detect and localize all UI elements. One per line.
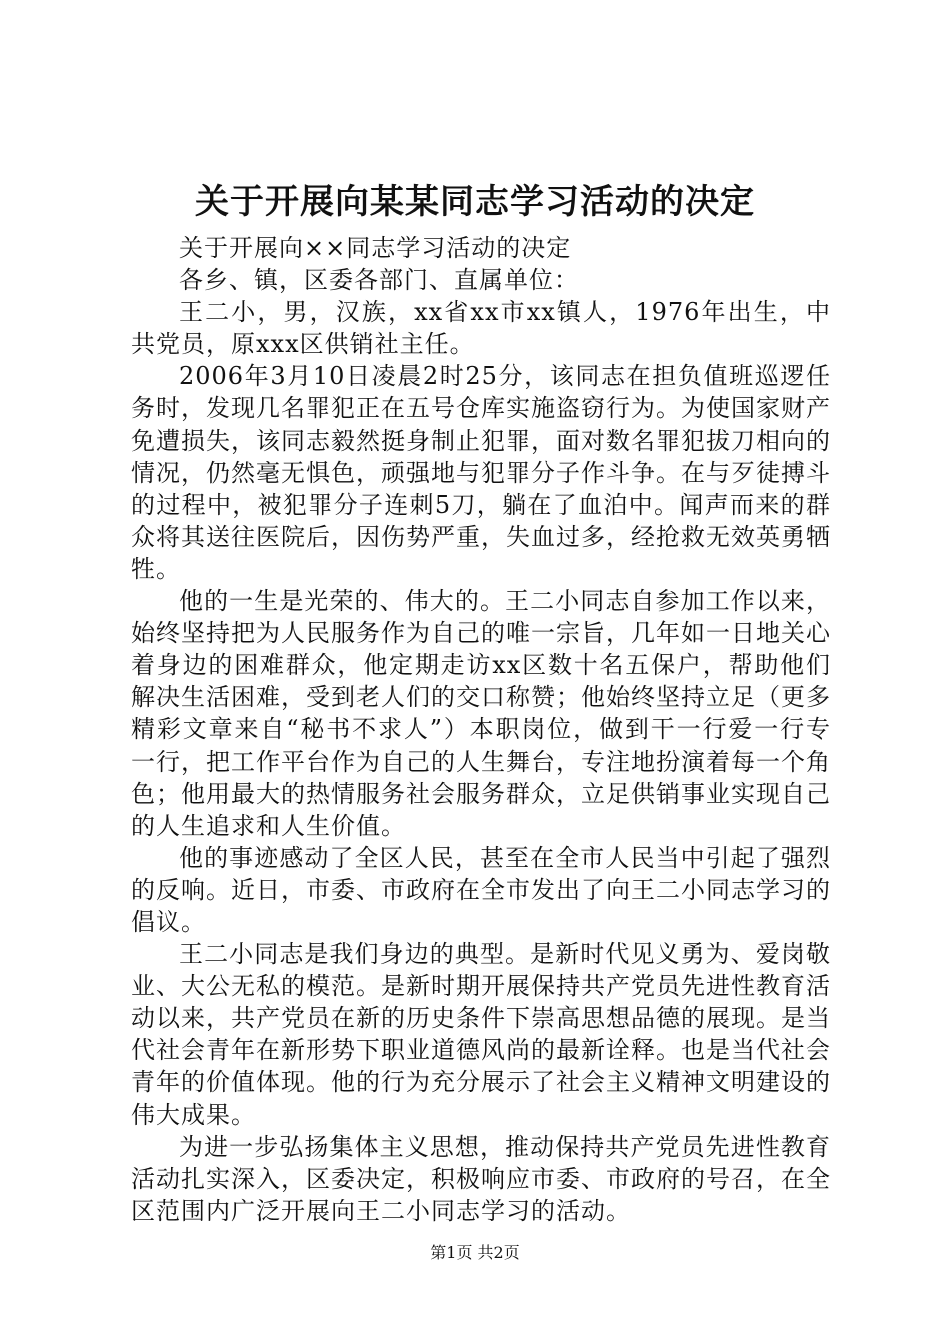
body-paragraph-subtitle: 关于开展向××同志学习活动的决定 — [179, 234, 572, 262]
document-body — [131, 232, 831, 1227]
body-paragraph-life: 他的一生是光荣的、伟大的。王二小同志自参加工作以来，始终坚持把为人民服务作为自己的唯一宗旨，几年如一日地关心着身边的困难群众，他定期走访xx区数十名五保户，帮助他们解决生活困难，受到老人们的交口称赞；他始终坚持立足（更多精彩文章来自“秘书不求人”）本职岗位，做到干一行爱一行专一行，把工作平台作为自己的人生舞台，专注地扮演着每一个角色；他用最大的热情服务社会服务群众，立足供销事业实现自己的人生追求和人生价值。 — [131, 587, 831, 840]
body-paragraph-decision: 为进一步弘扬集体主义思想，推动保持共产党员先进性教育活动扎实深入，区委决定，积极响应市委、市政府的号召，在全区范围内广泛开展向王二小同志学习的活动。 — [131, 1132, 831, 1225]
body-paragraph-incident: 2006年3月10日凌晨2时25分，该同志在担负值班巡逻任务时，发现几名罪犯正在五号仓库实施盗窃行为。为使国家财产免遭损失，该同志毅然挺身制止犯罪，面对数名罪犯拔刀相向的情况，仍然毫无惧色，顽强地与犯罪分子作斗争。在与歹徒搏斗的过程中，被犯罪分子连刺5刀，躺在了血泊中。闻声而来的群众将其送往医院后，因伤势严重，失血过多，经抢救无效英勇牺牲。 — [131, 362, 831, 583]
body-paragraph-impact: 他的事迹感动了全区人民，甚至在全市人民当中引起了强烈的反响。近日，市委、市政府在全市发出了向王二小同志学习的倡议。 — [131, 843, 831, 936]
body-paragraph-model: 王二小同志是我们身边的典型。是新时代见义勇为、爱岗敬业、大公无私的模范。是新时期开展保持共产党员先进性教育活动以来，共产党员在新的历史条件下崇高思想品德的展现。是当代社会青年在新形势下职业道德风尚的最新诠释。也是当代社会青年的价值体现。他的行为充分展示了社会主义精神文明建设的伟大成果。 — [131, 940, 831, 1129]
page-number-footer: 第1页 共2页 — [430, 1243, 520, 1262]
document-title: 关于开展向某某同志学习活动的决定 — [195, 182, 755, 222]
body-paragraph-addressee: 各乡、镇，区委各部门、直属单位： — [179, 266, 579, 295]
body-paragraph-profile: 王二小，男，汉族，xx省xx市xx镇人，1976年出生，中共党员，原xxx区供销社主任。 — [131, 298, 831, 359]
